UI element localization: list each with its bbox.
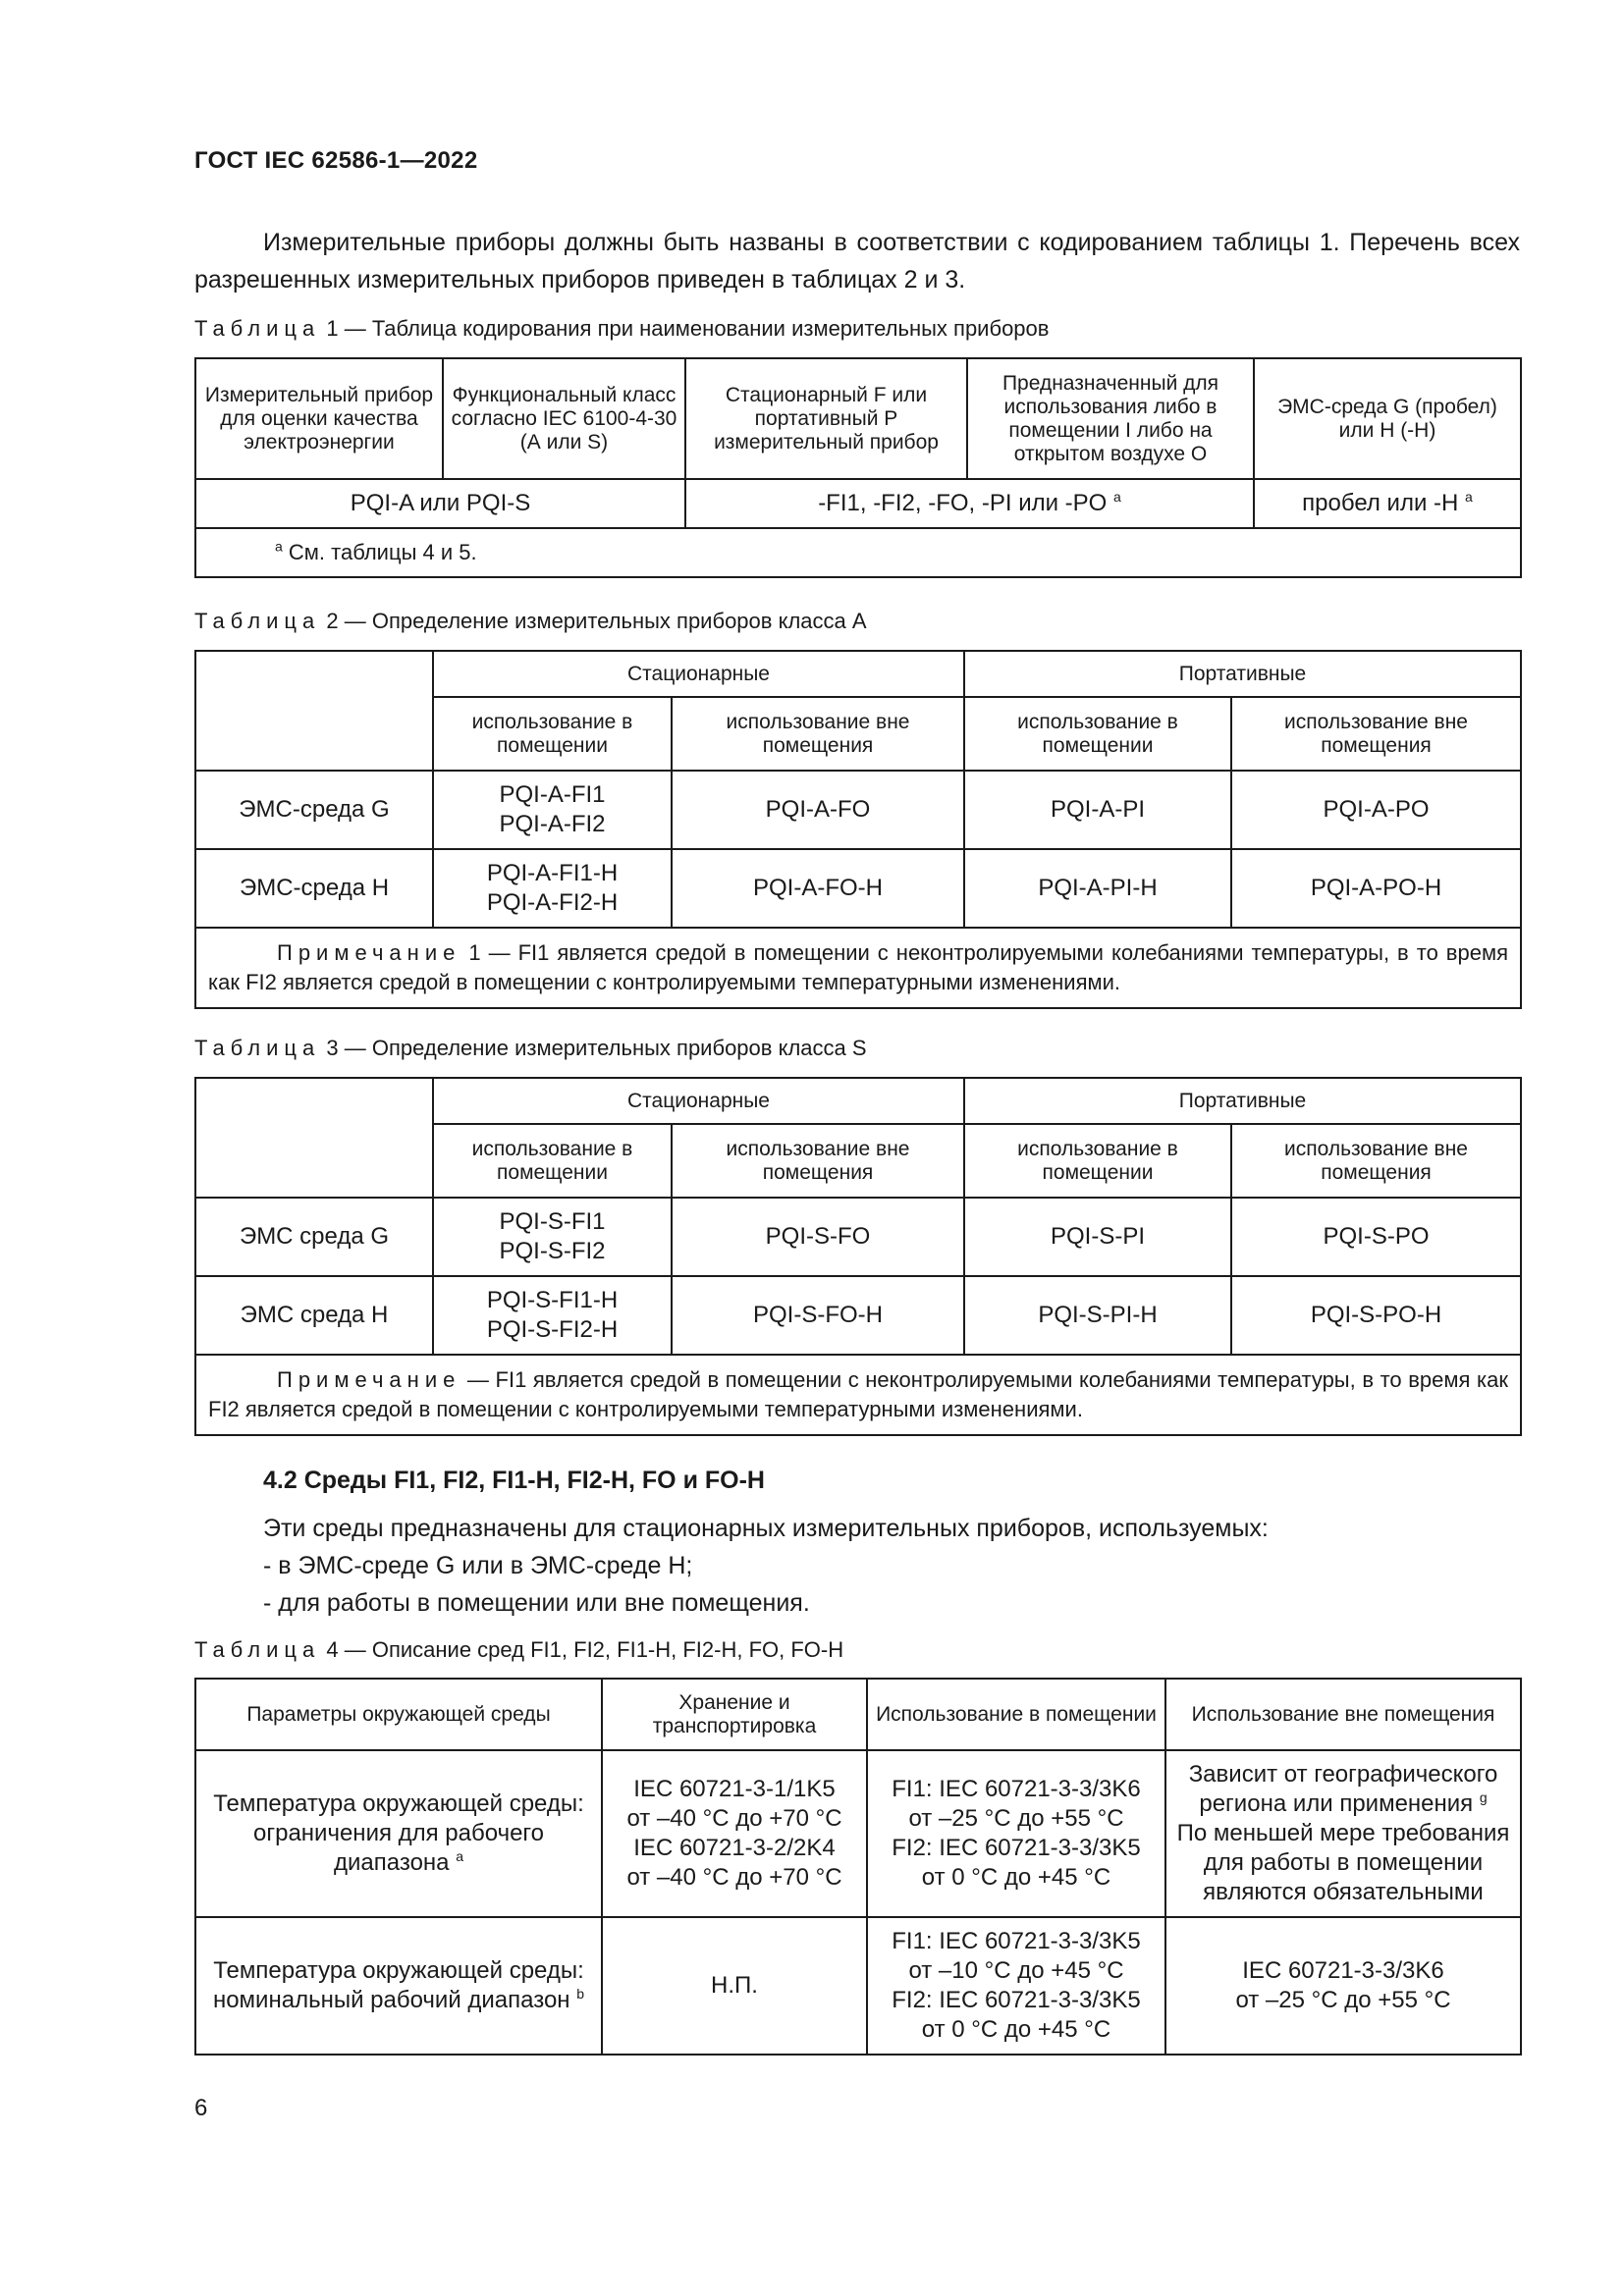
table-row bbox=[195, 479, 1521, 528]
cell-line: PQI-A-FI2 bbox=[499, 811, 606, 837]
cell-text: -FI1, -FI2, -FO, -PI или -PO bbox=[818, 490, 1108, 516]
table-row bbox=[195, 1198, 1521, 1276]
table-header-cell: Стационарный F или портативный P измерительный прибор bbox=[685, 358, 967, 479]
table-cell: PQI-S-FO-H bbox=[672, 1276, 964, 1355]
cell-text: Зависит от географического региона или применения bbox=[1188, 1761, 1498, 1817]
list-item: - для работы в помещении или вне помещения. bbox=[263, 1589, 810, 1617]
table-header-row bbox=[195, 651, 1521, 697]
table-3-caption bbox=[194, 1036, 867, 1061]
table-header-cell: Использование вне помещения bbox=[1165, 1679, 1521, 1750]
row-label bbox=[195, 1750, 602, 1917]
table-2-caption bbox=[194, 609, 867, 634]
table-header-cell: Стационарные bbox=[433, 651, 964, 697]
footnote-mark: g bbox=[1479, 1789, 1488, 1805]
empty-header-cell bbox=[195, 651, 433, 771]
caption-text: 4 — Описание сред FI1, FI2, FI1-H, FI2-H, FO, FO-H bbox=[326, 1637, 844, 1662]
cell-text: пробел или -Н bbox=[1302, 490, 1459, 516]
table-cell bbox=[433, 1276, 672, 1355]
cell-line: от –40 °С до +70 °С bbox=[626, 1864, 842, 1891]
cell-line: от –10 °С до +45 °С bbox=[908, 1957, 1124, 1984]
table-note-row bbox=[195, 1355, 1521, 1435]
table-header-cell: использование в помещении bbox=[433, 1124, 672, 1198]
section-paragraph: Эти среды предназначены для стационарных измерительных приборов, используемых: bbox=[263, 1515, 1269, 1542]
section-text bbox=[263, 1510, 1520, 1622]
cell-line: от –40 °С до +70 °С bbox=[626, 1805, 842, 1832]
table-cell: PQI-A-FO-H bbox=[672, 849, 964, 928]
cell-line: IEC 60721-3-2/2K4 bbox=[633, 1835, 836, 1861]
table-cell: PQI-S-PI bbox=[964, 1198, 1231, 1276]
table-row bbox=[195, 1276, 1521, 1355]
table-cell bbox=[1165, 1750, 1521, 1917]
table-cell bbox=[433, 1198, 672, 1276]
table-cell: PQI-A или PQI-S bbox=[195, 479, 685, 528]
table-header-cell: использование в помещении bbox=[964, 1124, 1231, 1198]
table-cell bbox=[685, 479, 1254, 528]
table-cell: PQI-S-PO bbox=[1231, 1198, 1521, 1276]
table-1-caption bbox=[194, 316, 1049, 342]
cell-line: IEC 60721-3-3/3K6 bbox=[1242, 1957, 1444, 1984]
table-cell bbox=[867, 1917, 1165, 2055]
table-note bbox=[195, 1355, 1521, 1435]
page-number: 6 bbox=[194, 2095, 208, 2121]
caption-word: Таблица bbox=[194, 316, 321, 341]
table-row bbox=[195, 1750, 1521, 1917]
footnote-mark: a bbox=[1113, 489, 1121, 505]
cell-line: от –25 °С до +55 °С bbox=[908, 1805, 1124, 1832]
list-item: - в ЭМС-среде G или в ЭМС-среде H; bbox=[263, 1552, 693, 1579]
table-cell: PQI-A-PO bbox=[1231, 771, 1521, 849]
caption-word: Таблица bbox=[194, 609, 321, 633]
note-text: 1 — FI1 является средой в помещении с неконтролируемыми колебаниями температуры, в то время как FI2 является средой в помещении с контролируемыми температурными изменениями. bbox=[208, 940, 1508, 994]
table-cell: PQI-A-PO-H bbox=[1231, 849, 1521, 928]
table-cell: PQI-S-PO-H bbox=[1231, 1276, 1521, 1355]
footnote-text: См. таблицы 4 и 5. bbox=[288, 540, 477, 564]
table-cell bbox=[1254, 479, 1521, 528]
caption-text: 2 — Определение измерительных приборов класса А bbox=[326, 609, 867, 633]
cell-line: IEC 60721-3-1/1K5 bbox=[633, 1776, 836, 1802]
table-cell bbox=[867, 1750, 1165, 1917]
row-label: ЭМС-среда Н bbox=[195, 849, 433, 928]
cell-text: Температура окружающей среды: ограничения для рабочего диапазона bbox=[213, 1790, 584, 1876]
footnote-mark: a bbox=[1465, 489, 1473, 505]
table-row bbox=[195, 849, 1521, 928]
table-header-cell: использование в помещении bbox=[433, 697, 672, 771]
cell-line: По меньшей мере требования для работы в помещении являются обязательными bbox=[1176, 1820, 1510, 1905]
intro-paragraph: Измерительные приборы должны быть названы в соответствии с кодированием таблицы 1. Перечень всех разрешенных измерительных приборов приведен в таблицах 2 и 3. bbox=[194, 229, 1520, 294]
cell-line: от 0 °С до +45 °С bbox=[921, 2016, 1111, 2043]
cell-line: PQI-S-FI1-H bbox=[486, 1287, 619, 1313]
row-label: ЭМС среда H bbox=[195, 1276, 433, 1355]
empty-header-cell bbox=[195, 1078, 433, 1198]
row-label: ЭМС-среда G bbox=[195, 771, 433, 849]
caption-text: 1 — Таблица кодирования при наименовании измерительных приборов bbox=[326, 316, 1050, 341]
note-word: Примечание bbox=[277, 1367, 461, 1392]
table-note bbox=[195, 928, 1521, 1008]
caption-text: 3 — Определение измерительных приборов класса S bbox=[326, 1036, 867, 1060]
cell-line: от 0 °С до +45 °С bbox=[921, 1864, 1111, 1891]
table-cell bbox=[433, 849, 672, 928]
table-footnote bbox=[195, 528, 1521, 577]
table-header-row bbox=[195, 358, 1521, 479]
cell-line: PQI-A-FI1 bbox=[499, 781, 606, 808]
table-cell bbox=[1165, 1917, 1521, 2055]
table-header-row bbox=[195, 1078, 1521, 1124]
table-footnote-row bbox=[195, 528, 1521, 577]
table-cell bbox=[602, 1750, 867, 1917]
table-header-cell: Стационарные bbox=[433, 1078, 964, 1124]
table-note-row bbox=[195, 928, 1521, 1008]
cell-text: Температура окружающей среды: номинальный рабочий диапазон bbox=[212, 1957, 584, 2013]
cell-line bbox=[1172, 1760, 1514, 1819]
table-cell: Н.П. bbox=[602, 1917, 867, 2055]
row-label: ЭМС среда G bbox=[195, 1198, 433, 1276]
table-header-cell: Предназначенный для использования либо в помещении I либо на открытом воздухе O bbox=[967, 358, 1254, 479]
cell-line: PQI-A-FI2-H bbox=[486, 889, 619, 916]
cell-line: PQI-S-FI2-H bbox=[486, 1316, 619, 1343]
table-cell: PQI-A-PI-H bbox=[964, 849, 1231, 928]
table-header-cell: Измерительный прибор для оценки качества электроэнергии bbox=[195, 358, 443, 479]
table-header-cell: использование вне помещения bbox=[672, 1124, 964, 1198]
table-1 bbox=[194, 357, 1522, 578]
cell-line: FI2: IEC 60721-3-3/3K5 bbox=[892, 1987, 1141, 2013]
table-header-cell: Использование в помещении bbox=[867, 1679, 1165, 1750]
table-2 bbox=[194, 650, 1522, 1009]
table-4-caption bbox=[194, 1637, 843, 1663]
table-cell: PQI-A-PI bbox=[964, 771, 1231, 849]
table-header-cell: Параметры окружающей среды bbox=[195, 1679, 602, 1750]
table-header-cell: Функциональный класс согласно IEC 6100-4-30 (А или S) bbox=[443, 358, 685, 479]
cell-line: FI1: IEC 60721-3-3/3K6 bbox=[892, 1776, 1141, 1802]
table-header-cell: ЭМС-среда G (пробел) или Н (-Н) bbox=[1254, 358, 1521, 479]
cell-line: FI2: IEC 60721-3-3/3K5 bbox=[892, 1835, 1141, 1861]
table-header-cell: Портативные bbox=[964, 1078, 1521, 1124]
cell-line: FI1: IEC 60721-3-3/3K5 bbox=[892, 1928, 1141, 1954]
document-header: ГОСТ IEC 62586-1—2022 bbox=[194, 147, 478, 174]
cell-line: от –25 °С до +55 °С bbox=[1235, 1987, 1451, 2013]
table-cell: PQI-S-PI-H bbox=[964, 1276, 1231, 1355]
table-4 bbox=[194, 1678, 1522, 2056]
note-text: — FI1 является средой в помещении с неконтролируемыми колебаниями температуры, в то время как FI2 является средой в помещении с контролируемыми температурными изменениями. bbox=[208, 1367, 1508, 1421]
footnote-mark: b bbox=[576, 1986, 585, 2002]
cell-line: PQI-A-FI1-H bbox=[486, 860, 619, 886]
footnote-mark: a bbox=[456, 1848, 463, 1864]
section-title: 4.2 Среды FI1, FI2, FI1-H, FI2-H, FO и FO-H bbox=[263, 1467, 765, 1494]
row-label bbox=[195, 1917, 602, 2055]
table-header-cell: Портативные bbox=[964, 651, 1521, 697]
table-header-cell: использование вне помещения bbox=[1231, 697, 1521, 771]
table-header-cell: использование вне помещения bbox=[672, 697, 964, 771]
cell-line: PQI-S-FI2 bbox=[499, 1238, 606, 1264]
table-cell: PQI-A-FO bbox=[672, 771, 964, 849]
cell-line: PQI-S-FI1 bbox=[499, 1208, 606, 1235]
footnote-mark: a bbox=[275, 538, 283, 555]
table-header-cell: Хранение и транспортировка bbox=[602, 1679, 867, 1750]
table-row bbox=[195, 1917, 1521, 2055]
table-header-row bbox=[195, 1679, 1521, 1750]
table-header-cell: использование в помещении bbox=[964, 697, 1231, 771]
table-row bbox=[195, 771, 1521, 849]
table-cell bbox=[433, 771, 672, 849]
table-header-cell: использование вне помещения bbox=[1231, 1124, 1521, 1198]
table-cell: PQI-S-FO bbox=[672, 1198, 964, 1276]
note-word: Примечание bbox=[277, 940, 461, 965]
caption-word: Таблица bbox=[194, 1637, 321, 1662]
caption-word: Таблица bbox=[194, 1036, 321, 1060]
table-3 bbox=[194, 1077, 1522, 1436]
